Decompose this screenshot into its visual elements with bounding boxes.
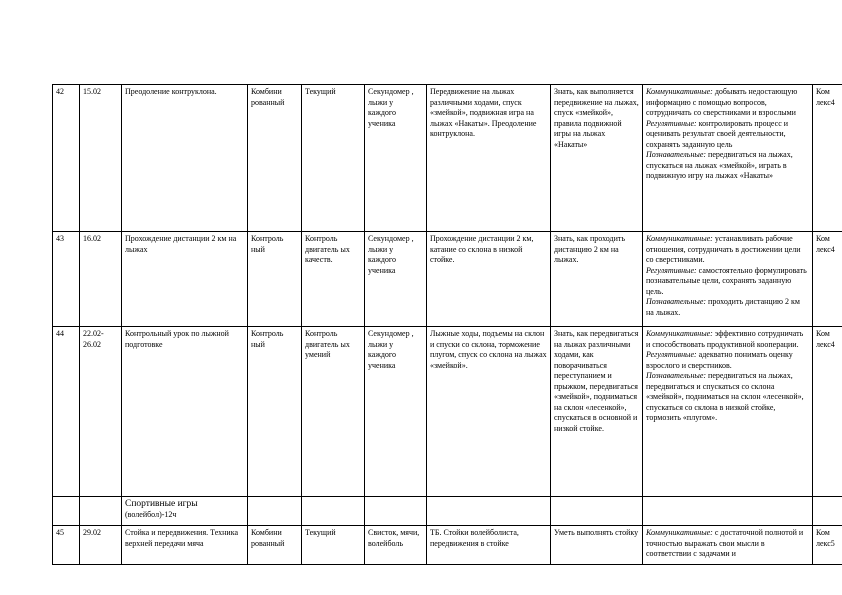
lesson-number: 44 bbox=[53, 327, 80, 497]
subject-results: Знать, как передвигаться на лыжах различными ходами, как поворачиваться переступанием и прыжком, передвигаться «змейкой», подниматься на склон «лесенкой», спускаться в основной и низкой стойке. bbox=[551, 327, 643, 497]
uud-label: Коммуникативные: bbox=[646, 528, 713, 537]
uud-results bbox=[643, 232, 813, 327]
control-type: Контроль двигатель ых умений bbox=[302, 327, 365, 497]
lesson-topic: Контрольный урок по лыжной подготовке bbox=[122, 327, 248, 497]
table-row bbox=[53, 327, 842, 497]
uud-label: Познавательные: bbox=[646, 150, 707, 159]
uud-label: Коммуникативные: bbox=[646, 234, 713, 243]
uud-text: устанавливать рабочие отношения, сотрудничать в достижении цели со сверстниками. bbox=[646, 234, 801, 264]
uud-text: передвигаться на лыжах, спускаться на лыжах «змейкой», играть в подвижную игру на лыжах «Накаты» bbox=[646, 150, 793, 180]
lesson-type: Контроль ный bbox=[248, 327, 302, 497]
control-type: Контроль двигатель ых качеств. bbox=[302, 232, 365, 327]
homework: Ком лекс4 bbox=[813, 232, 842, 327]
lesson-type: Комбини рованный bbox=[248, 526, 302, 565]
uud-text: самостоятельно формулировать познавательные цели, сохранять заданную цель. bbox=[646, 265, 807, 296]
uud-label: Познавательные: bbox=[646, 371, 707, 380]
lesson-content: Передвижение на лыжах различными ходами, спуск «змейкой», подвижная игра на лыжах «Накаты». Преодоление контруклона. bbox=[427, 85, 551, 232]
equipment: Секундомер , лыжи у каждого ученика bbox=[365, 327, 427, 497]
section-title: Спортивные игры bbox=[125, 499, 198, 509]
table-row bbox=[53, 85, 842, 232]
lesson-content: ТБ. Стойки волейболиста, передвижения в стойке bbox=[427, 526, 551, 565]
uud-results bbox=[643, 526, 813, 565]
uud-text: добывать недостающую информацию с помощью вопросов, сотрудничать со сверстниками и взрослыми bbox=[646, 87, 798, 117]
lesson-number: 42 bbox=[53, 85, 80, 232]
lesson-topic: Стойка и передвижения. Техника верхней передачи мяча bbox=[122, 526, 248, 565]
uud-text: эффективно сотрудничать и способствовать продуктивной кооперации. bbox=[646, 329, 804, 349]
control-type: Текущий bbox=[302, 526, 365, 565]
table-row bbox=[53, 232, 842, 327]
lesson-number: 43 bbox=[53, 232, 80, 327]
homework: Ком лекс4 bbox=[813, 327, 842, 497]
uud-label: Коммуникативные: bbox=[646, 329, 713, 338]
lesson-number: 45 bbox=[53, 526, 80, 565]
lesson-date: 22.02-26.02 bbox=[80, 327, 122, 497]
equipment: Секундомер , лыжи у каждого ученика bbox=[365, 232, 427, 327]
uud-text: с достаточной полнотой и точностью выражать свои мысли в соответствии с задачами и bbox=[646, 528, 804, 558]
lesson-plan-table bbox=[52, 84, 842, 565]
lesson-content: Прохождение дистанции 2 км, катание со склона в низкой стойке. bbox=[427, 232, 551, 327]
uud-text: передвигаться на лыжах, передвигаться и спускаться со склона «змейкой», подниматься на склон «лесенкой», спускаться со склона в низкой стойке, тормозить «плугом». bbox=[646, 371, 804, 422]
uud-label: Регулятивные: bbox=[646, 118, 697, 128]
lesson-date: 16.02 bbox=[80, 232, 122, 327]
lesson-date: 29.02 bbox=[80, 526, 122, 565]
section-subtitle: (волейбол)-12ч bbox=[125, 509, 177, 519]
lesson-type: Комбини рованный bbox=[248, 85, 302, 232]
section-row bbox=[53, 497, 842, 526]
uud-label: Коммуникативные: bbox=[646, 87, 713, 96]
subject-results: Уметь выполнять стойку bbox=[551, 526, 643, 565]
uud-text: контролировать процесс и оценивать результат своей деятельности, сохранять заданную цель bbox=[646, 118, 789, 149]
homework: Ком лекс5 bbox=[813, 526, 842, 565]
uud-label: Регулятивные: bbox=[646, 350, 697, 359]
uud-text: проходить дистанцию 2 км на лыжах. bbox=[646, 297, 800, 317]
lesson-topic: Преодоление контруклона. bbox=[122, 85, 248, 232]
subject-results: Знать, как проходить дистанцию 2 км на лыжах. bbox=[551, 232, 643, 327]
uud-results bbox=[643, 85, 813, 232]
equipment: Секундомер , лыжи у каждого ученика bbox=[365, 85, 427, 232]
uud-text: адекватно понимать оценку взрослого и сверстников. bbox=[646, 350, 793, 370]
subject-results: Знать, как выполняется передвижение на лыжах, спуск «змейкой», правила подвижной игры на лыжах «Накаты» bbox=[551, 85, 643, 232]
table-row bbox=[53, 526, 842, 565]
control-type: Текущий bbox=[302, 85, 365, 232]
lesson-content: Лыжные ходы, подъемы на склон и спуски со склона, торможение плугом, спуск со склона на лыжах «змейкой». bbox=[427, 327, 551, 497]
homework: Ком лекс4 bbox=[813, 85, 842, 232]
lesson-date: 15.02 bbox=[80, 85, 122, 232]
lesson-topic: Прохождение дистанции 2 км на лыжах bbox=[122, 232, 248, 327]
uud-results bbox=[643, 327, 813, 497]
uud-label: Регулятивные: bbox=[646, 265, 697, 275]
uud-label: Познавательные: bbox=[646, 297, 707, 306]
equipment: Свисток, мячи, волейболь bbox=[365, 526, 427, 565]
section-heading bbox=[122, 497, 248, 526]
lesson-type: Контроль ный bbox=[248, 232, 302, 327]
